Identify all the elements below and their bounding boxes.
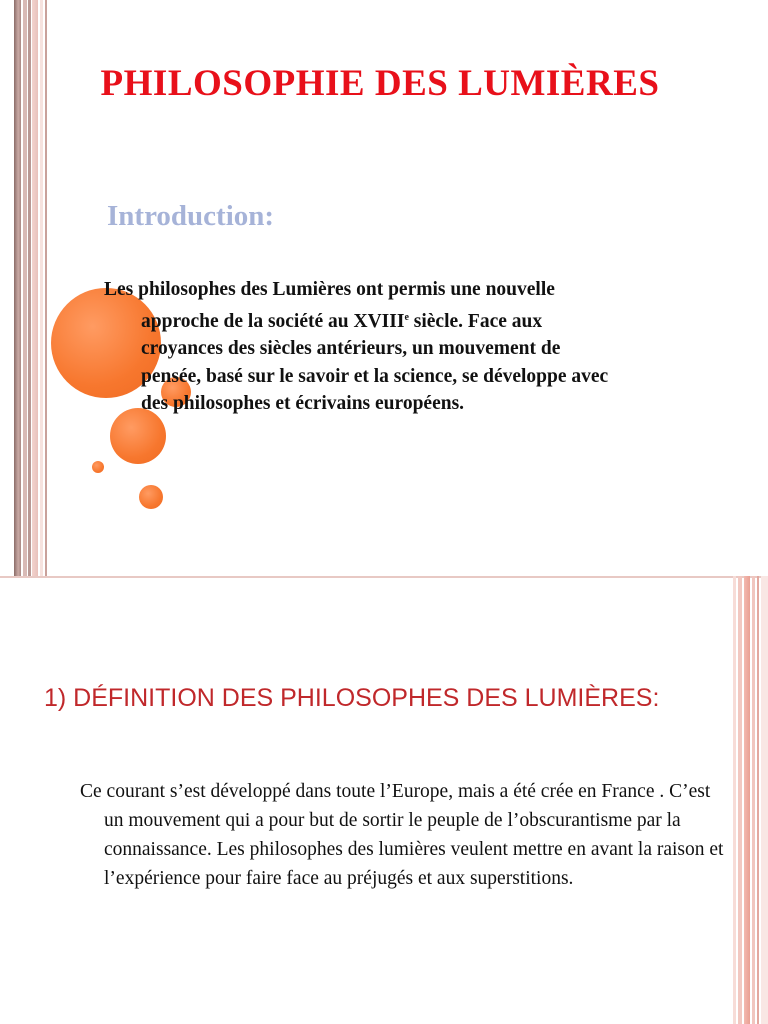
definition-text: Ce courant s’est développé dans toute l’Europe, mais a été crée en France . C’est un mouvement qui a pour but de sortir le peuple de l’obscurantisme par la connaissance. Les philosophes des lumières veulent mettre en avant la raison et l’expérience pour faire face au préjugés et aux superstitions.: [80, 781, 724, 889]
decorative-circle: [139, 485, 163, 509]
slide-2: [0, 576, 768, 1024]
decorative-circle: [92, 461, 104, 473]
intro-text: Les philosophes des Lumières ont permis une nouvelle approche de la société au XVIII: [104, 279, 555, 332]
intro-text-continued: siècle. Face aux croyances des siècles antérieurs, un mouvement de pensée, basé sur le savoir et la science, se développe avec des philosophes et écrivains européens.: [141, 310, 609, 414]
decorative-stripe: [744, 576, 750, 1024]
slide-divider: [0, 576, 768, 578]
intro-paragraph: [104, 276, 624, 418]
intro-heading: Introduction:: [107, 200, 275, 232]
definition-paragraph: [80, 777, 730, 893]
decorative-stripe: [738, 576, 742, 1024]
decorative-stripe: [733, 576, 736, 1024]
definition-heading: 1) DÉFINITION DES PHILOSOPHES DES LUMIÈRES:: [44, 684, 660, 712]
century-superscript: e: [404, 311, 409, 323]
decorative-stripe: [757, 576, 759, 1024]
decorative-stripe: [761, 576, 768, 1024]
decorative-stripe: [752, 576, 755, 1024]
slide-title: PHILOSOPHIE DES LUMIÈRES: [100, 63, 660, 104]
